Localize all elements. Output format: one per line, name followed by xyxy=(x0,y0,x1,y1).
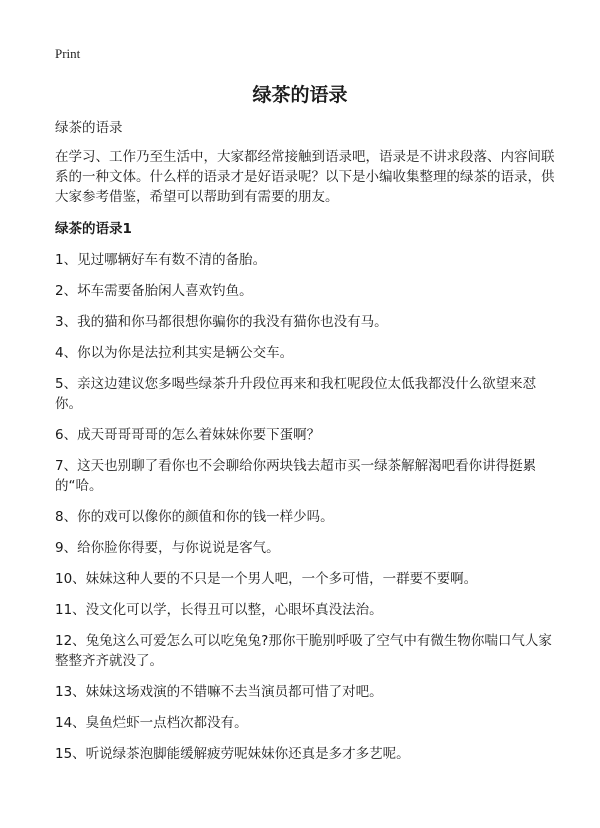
section-heading: 绿茶的语录1 xyxy=(55,221,132,237)
document-subtitle: 绿茶的语录 xyxy=(55,120,123,136)
quote-item-3: 3、我的猫和你马都很想你骗你的我没有猫你也没有马。 xyxy=(55,314,388,330)
quote-item-14: 14、臭鱼烂虾一点档次都没有。 xyxy=(55,715,248,731)
quote-list xyxy=(55,250,555,764)
document-title: 绿茶的语录 xyxy=(252,84,348,106)
quote-item-4: 4、你以为你是法拉利其实是辆公交车。 xyxy=(55,345,294,361)
quote-item-15: 15、听说绿茶泡脚能缓解疲劳呢妹妹你还真是多才多艺呢。 xyxy=(55,746,410,762)
document-body xyxy=(55,118,555,775)
quote-item-1: 1、见过哪辆好车有数不清的备胎。 xyxy=(55,252,267,268)
quote-item-11: 11、没文化可以学，长得丑可以整，心眼坏真没法治。 xyxy=(55,602,383,618)
quote-item-9: 9、给你脸你得要，与你说说是客气。 xyxy=(55,540,280,556)
print-link[interactable]: Print xyxy=(55,46,81,61)
quote-item-8: 8、你的戏可以像你的颜值和你的钱一样少吗。 xyxy=(55,509,334,525)
quote-item-10: 10、妹妹这种人要的不只是一个男人吧，一个多可惜，一群要不要啊。 xyxy=(55,571,478,587)
quote-item-12: 12、兔兔这么可爱怎么可以吃兔兔?那你干脆别呼吸了空气中有微生物你喘口气人家整整齐齐就没了。 xyxy=(55,633,552,669)
quote-item-7: 7、这天也别聊了看你也不会聊给你两块钱去超市买一绿茶解解渴吧看你讲得挺累的“哈。 xyxy=(55,458,537,494)
quote-item-2: 2、坏车需要备胎闲人喜欢钓鱼。 xyxy=(55,283,253,299)
intro-paragraph: 在学习、工作乃至生活中，大家都经常接触到语录吧，语录是不讲求段落、内容间联系的一种文体。什么样的语录才是好语录呢？以下是小编收集整理的绿茶的语录，供大家参考借鉴，希望可以帮助到有需要的朋友。 xyxy=(55,149,555,205)
quote-item-6: 6、成天哥哥哥哥的怎么着妹妹你要下蛋啊？ xyxy=(55,427,321,443)
quote-item-5: 5、亲这边建议您多喝些绿茶升升段位再来和我杠呢段位太低我都没什么欲望来怼你。 xyxy=(55,376,537,412)
quote-item-13: 13、妹妹这场戏演的不错嘛不去当演员都可惜了对吧。 xyxy=(55,684,383,700)
